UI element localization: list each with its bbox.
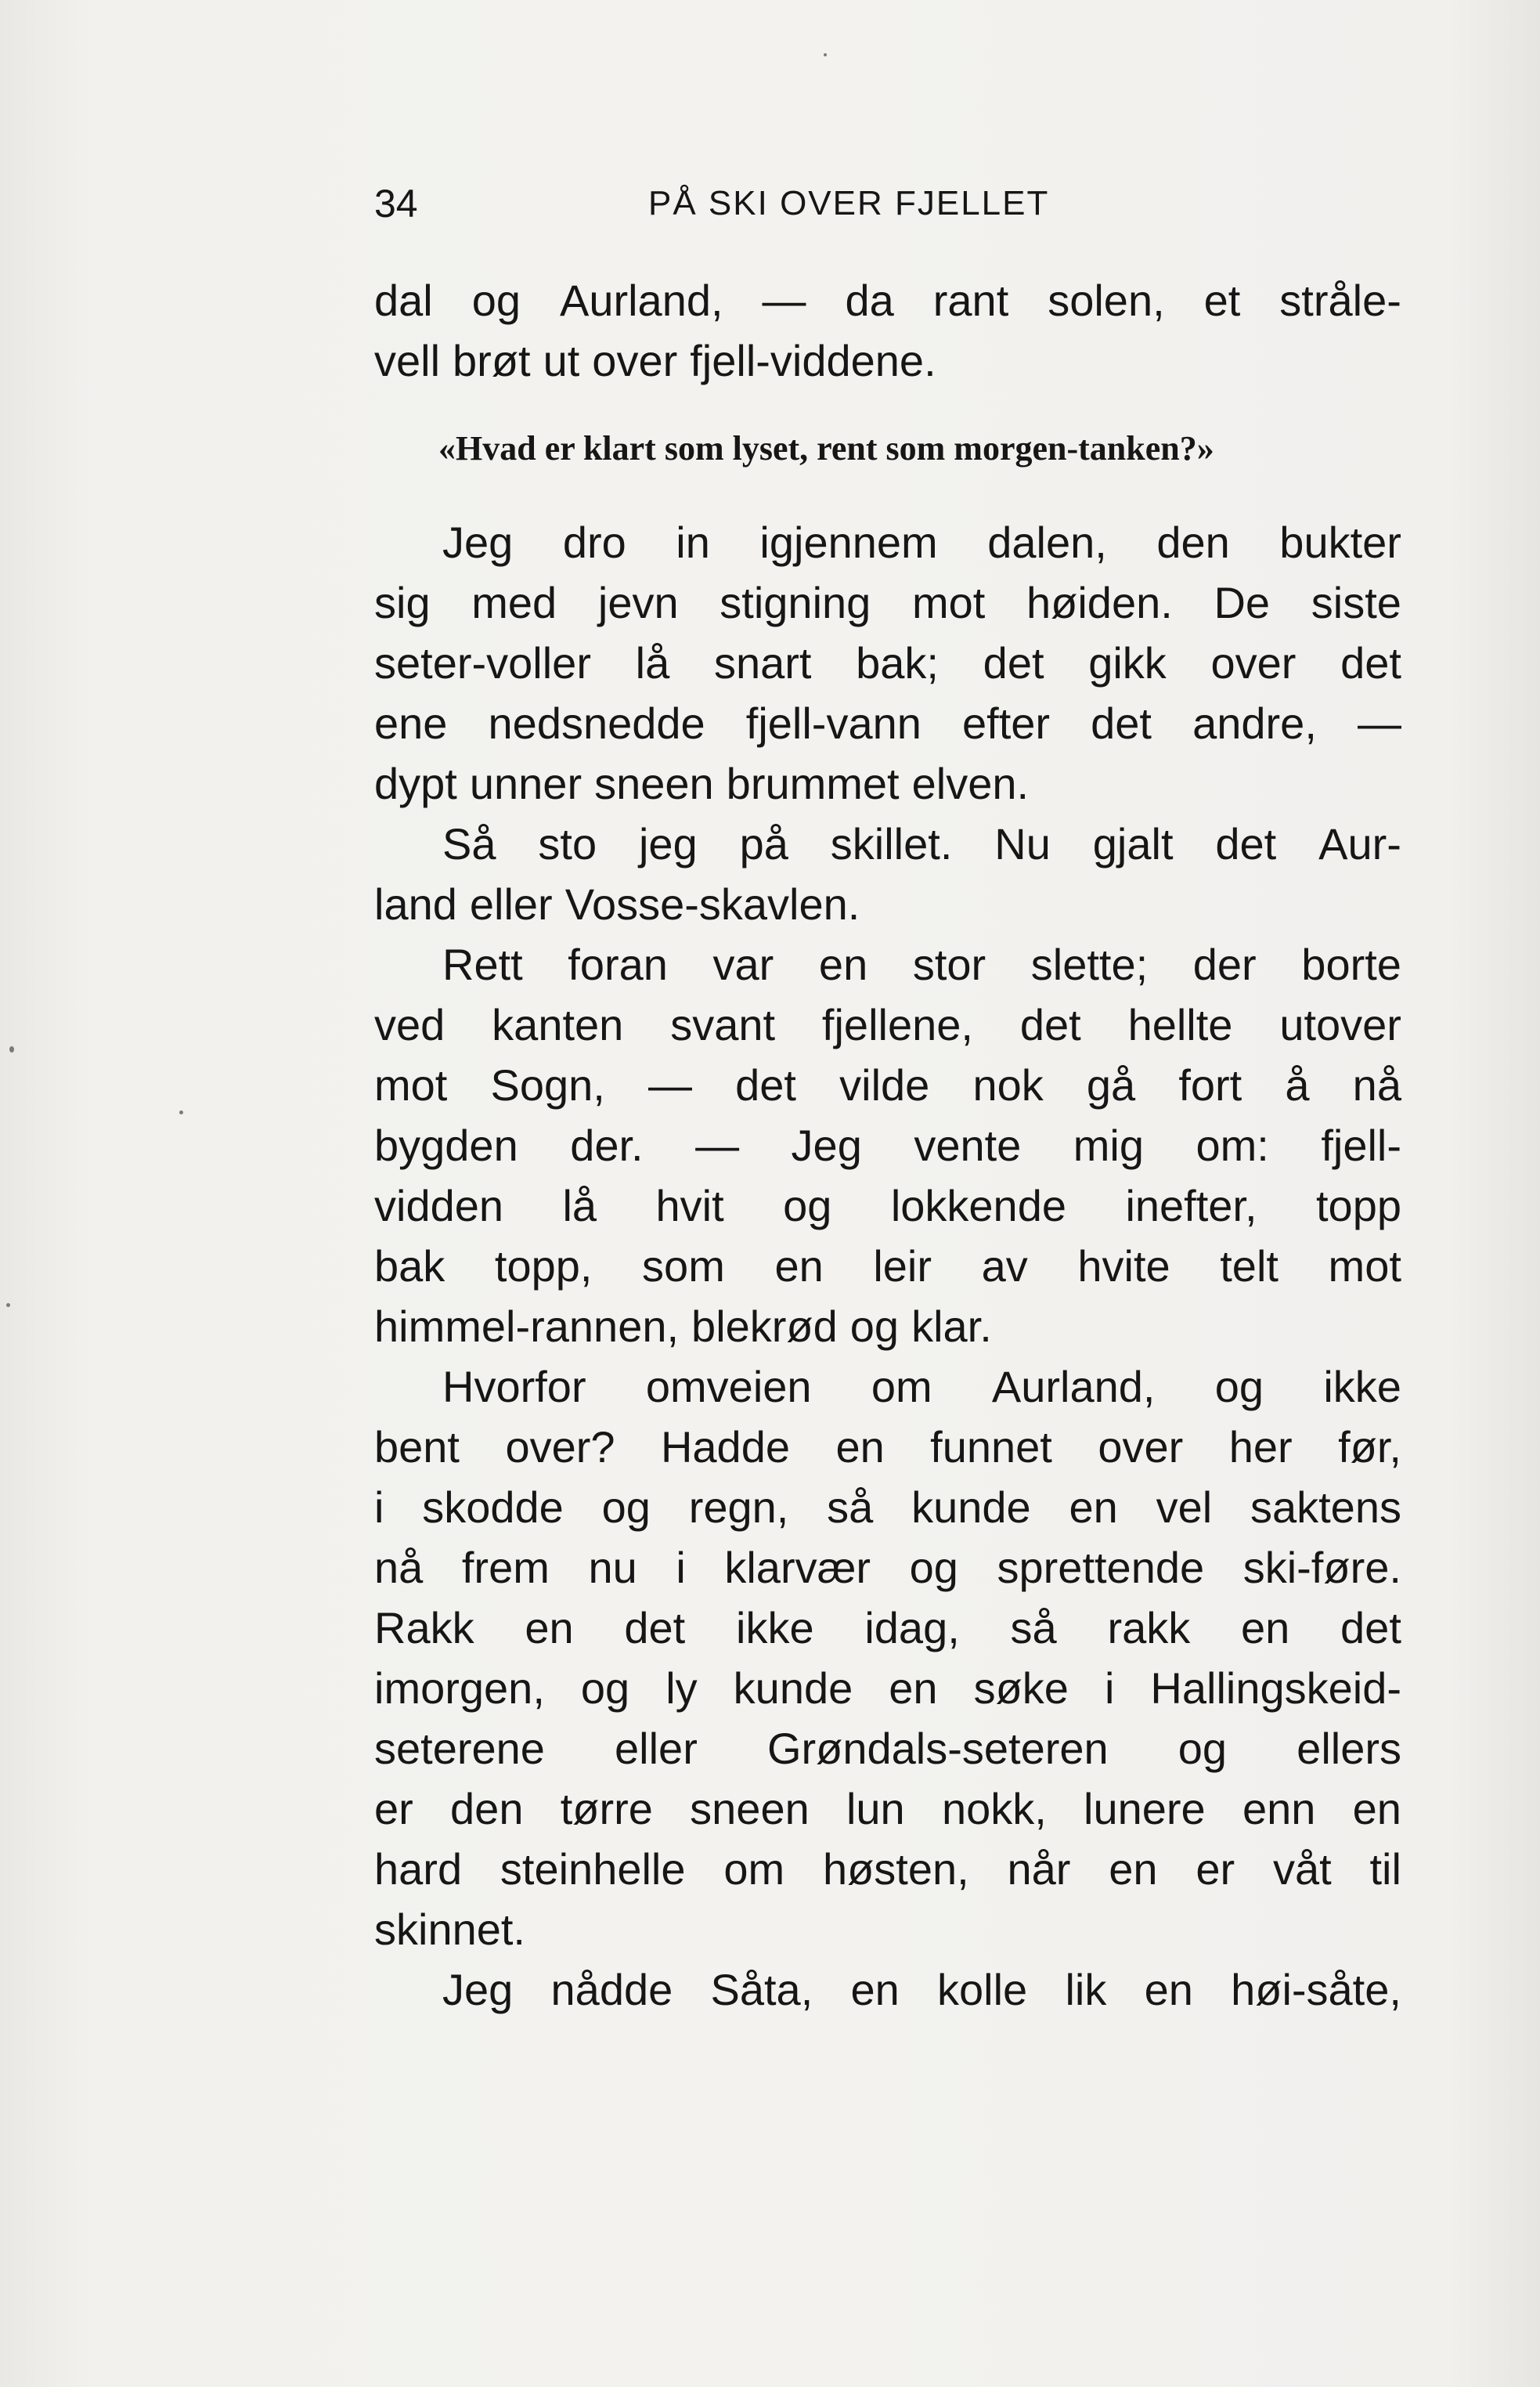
word: før, (1338, 1422, 1401, 1472)
text-line (374, 875, 1401, 934)
word: imorgen, (374, 1663, 545, 1713)
word: i (676, 1543, 686, 1592)
word: da (845, 276, 894, 325)
word: det (1215, 819, 1277, 868)
word: topp, (494, 1241, 593, 1291)
word: en (1109, 1844, 1158, 1894)
word: over? (505, 1422, 615, 1472)
text-line (442, 935, 1401, 995)
text-line (442, 513, 1401, 572)
word: sprettende (997, 1543, 1205, 1592)
word: seter-voller (374, 638, 591, 688)
word: fort (1178, 1060, 1242, 1110)
text-line (442, 1960, 1401, 2020)
word: og (909, 1543, 958, 1592)
word: en (525, 1603, 574, 1652)
word: stigning (720, 578, 871, 627)
word: om (723, 1844, 785, 1894)
word: Såta, (710, 1965, 813, 2014)
word: ellers (1297, 1724, 1401, 1773)
word: telt (1220, 1241, 1279, 1291)
word: så (1010, 1603, 1057, 1652)
word: lokkende (890, 1181, 1066, 1230)
word: mot (911, 578, 986, 627)
word: gikk (1088, 638, 1167, 688)
word: in (676, 518, 710, 567)
text-line (374, 1417, 1401, 1477)
word: skillet. (830, 819, 953, 868)
word: i (1104, 1663, 1115, 1713)
word: er (374, 1784, 413, 1833)
word: solen, (1048, 276, 1165, 325)
word: ved (374, 1000, 445, 1049)
word: rakk (1107, 1603, 1191, 1652)
word: steinhelle (500, 1844, 686, 1894)
word: over (592, 336, 678, 385)
text-line (374, 271, 1401, 330)
word: fjell-vann (745, 699, 921, 748)
word: og (1178, 1724, 1228, 1773)
text-line (374, 1116, 1401, 1175)
word: hvite (1077, 1241, 1170, 1291)
word: kunde (911, 1482, 1031, 1532)
word: var (712, 940, 774, 989)
word: dalen, (987, 518, 1107, 567)
word: dal (374, 276, 433, 325)
text-line (442, 1357, 1401, 1417)
text-line (374, 1659, 1401, 1718)
word: der. (570, 1121, 644, 1170)
word: sto (538, 819, 597, 868)
word: over (1210, 638, 1297, 688)
word: nokk, (941, 1784, 1047, 1833)
word: Så (442, 819, 496, 868)
word: bukter (1279, 518, 1401, 567)
word: slette; (1030, 940, 1149, 989)
word: lun (846, 1784, 905, 1833)
word: — (762, 276, 806, 325)
word: bent (374, 1422, 460, 1472)
word: over (1098, 1422, 1184, 1472)
word: et (1203, 276, 1241, 325)
text-line (442, 814, 1401, 874)
word: land (374, 879, 457, 929)
word: og (471, 276, 521, 325)
word: kunde (733, 1663, 853, 1713)
text-line (374, 1056, 1401, 1115)
word: nå (374, 1543, 424, 1592)
word: De (1214, 578, 1271, 627)
word: og (783, 1181, 832, 1230)
paper-speck (179, 1110, 183, 1114)
paper-speck (9, 1046, 14, 1053)
word: nedsnedde (488, 699, 705, 748)
word: i (374, 1482, 384, 1532)
word: mot (374, 1060, 448, 1110)
word: Hvorfor (442, 1362, 586, 1411)
word: Sogn, (490, 1060, 605, 1110)
word: enn (1242, 1784, 1316, 1833)
word: en (835, 1422, 885, 1472)
word: Hadde (660, 1422, 790, 1472)
word: utover (1279, 1000, 1401, 1049)
word: tørre (560, 1784, 653, 1833)
word: vilde (839, 1060, 930, 1110)
word: omveien (645, 1362, 812, 1411)
word: dypt (374, 759, 457, 808)
text-line (374, 1840, 1401, 1899)
word: ene (374, 699, 448, 748)
word: Aurland, (991, 1362, 1156, 1411)
word: sneen (690, 1784, 810, 1833)
word: nådde (550, 1965, 673, 2014)
word: en (850, 1965, 900, 2014)
text-line (374, 1297, 1401, 1356)
text-line (374, 1478, 1401, 1537)
word: og (601, 1482, 651, 1532)
word: frem (461, 1543, 550, 1592)
word: bak; (856, 638, 939, 688)
word: borte (1301, 940, 1401, 989)
page-header (374, 176, 1403, 231)
word: høsten, (822, 1844, 969, 1894)
text-line (374, 694, 1401, 753)
word: dro (562, 518, 626, 567)
word: ly (665, 1663, 698, 1713)
word: så (827, 1482, 874, 1532)
text-line (374, 1538, 1401, 1598)
word: skodde (422, 1482, 564, 1532)
word: Rakk (374, 1603, 474, 1652)
word: nu (588, 1543, 637, 1592)
word: om (871, 1362, 932, 1411)
word: saktens (1250, 1482, 1401, 1532)
word: leir (873, 1241, 932, 1291)
word: bak (374, 1241, 445, 1291)
word: vente (914, 1121, 1022, 1170)
word: Jeg (442, 1965, 514, 2014)
word: svant (670, 1000, 776, 1049)
word: — (695, 1121, 740, 1170)
text-line (374, 634, 1401, 693)
word: ikke (736, 1603, 814, 1652)
word: lik (1065, 1965, 1107, 2014)
word: det (735, 1060, 796, 1110)
text-line (374, 331, 1401, 391)
word: bygden (374, 1121, 518, 1170)
word: der (1192, 940, 1257, 989)
word: stråle- (1279, 276, 1401, 325)
word: Rett (442, 940, 523, 989)
word: her (1228, 1422, 1293, 1472)
word: det (624, 1603, 686, 1652)
text-line (374, 995, 1401, 1055)
word: en (889, 1663, 938, 1713)
text-line (374, 1900, 1401, 1959)
word: andre, (1192, 699, 1317, 748)
word: når (1007, 1844, 1071, 1894)
word: den (1156, 518, 1230, 567)
word: den (450, 1784, 524, 1833)
word: siste (1311, 578, 1401, 627)
word: en (818, 940, 868, 989)
word: funnet (930, 1422, 1052, 1472)
word: fjellene, (821, 1000, 973, 1049)
word: gjalt (1092, 819, 1174, 868)
word: lå (635, 638, 670, 688)
word: og (1214, 1362, 1264, 1411)
word: nå (1352, 1060, 1401, 1110)
word: det (1340, 1603, 1401, 1652)
word: topp (1315, 1181, 1401, 1230)
word: vell (374, 336, 441, 385)
word: sneen (594, 759, 714, 808)
word: efter (961, 699, 1051, 748)
word: Nu (994, 819, 1051, 868)
word: og (580, 1663, 630, 1713)
word: nok (972, 1060, 1044, 1110)
word: eller (469, 879, 553, 929)
word: kolle (937, 1965, 1028, 2014)
word: foran (568, 940, 668, 989)
text-line (374, 1237, 1401, 1296)
word: hvit (655, 1181, 724, 1230)
word: jevn (597, 578, 679, 627)
word: stor (912, 940, 986, 989)
word: skinnet. (374, 1905, 525, 1954)
word: som (642, 1241, 725, 1291)
word: igjennem (759, 518, 938, 567)
word: lå (562, 1181, 597, 1230)
word: en (1352, 1784, 1401, 1833)
paper-speck (824, 53, 827, 56)
text-line (374, 754, 1401, 814)
word: idag, (864, 1603, 960, 1652)
word: mig (1073, 1121, 1145, 1170)
word: det (1019, 1000, 1081, 1049)
word: kanten (492, 1000, 624, 1049)
word: fjell- (1321, 1121, 1401, 1170)
word: rant (932, 276, 1009, 325)
word: ikke (1323, 1362, 1401, 1411)
word: eller (615, 1724, 698, 1773)
word: — (647, 1060, 692, 1110)
word: hard (374, 1844, 463, 1894)
word: brøt (453, 336, 531, 385)
text-line (374, 1598, 1401, 1658)
word: sig (374, 578, 431, 627)
word: gå (1086, 1060, 1136, 1110)
word: av (981, 1241, 1028, 1291)
text-line (374, 1176, 1401, 1236)
word: fjell-viddene. (690, 336, 936, 385)
paper-speck (6, 1303, 10, 1307)
word: unner (469, 759, 582, 808)
word: ski-føre. (1242, 1543, 1401, 1592)
quotation: «Hvad er klart som lyset, rent som morgen-tanken?» (438, 429, 1214, 468)
word: en (1144, 1965, 1193, 2014)
word: høi-såte, (1231, 1965, 1401, 2014)
word: en (1069, 1482, 1118, 1532)
word: til (1369, 1844, 1401, 1894)
word: Grøndals-seteren (766, 1724, 1109, 1773)
word: Jeg (442, 518, 514, 567)
word: en (774, 1241, 824, 1291)
word: Vosse-skavlen. (564, 879, 860, 929)
word: snart (713, 638, 812, 688)
word: søke (973, 1663, 1069, 1713)
word: brummet (726, 759, 900, 808)
word: Aur- (1318, 819, 1401, 868)
word: inefter, (1125, 1181, 1257, 1230)
word: på (739, 819, 788, 868)
word: ut (543, 336, 580, 385)
word: om: (1196, 1121, 1269, 1170)
word: det (1091, 699, 1152, 748)
word: regn, (688, 1482, 789, 1532)
word: klar. (911, 1302, 992, 1351)
word: klarvær (724, 1543, 871, 1592)
word: hellte (1127, 1000, 1233, 1049)
word: det (983, 638, 1044, 688)
word: mot (1328, 1241, 1401, 1291)
word: vidden (374, 1181, 504, 1230)
text-line (374, 1779, 1401, 1839)
word: Hallingskeid- (1150, 1663, 1401, 1713)
word: og (849, 1302, 900, 1351)
word: å (1285, 1060, 1310, 1110)
text-line (374, 1719, 1401, 1779)
word: jeg (638, 819, 698, 868)
word: — (1357, 699, 1401, 748)
word: Jeg (791, 1121, 862, 1170)
word: høiden. (1026, 578, 1173, 627)
word: en (1240, 1603, 1290, 1652)
word: det (1340, 638, 1401, 688)
word: himmel-rannen, (374, 1302, 680, 1351)
text-line (374, 573, 1401, 633)
running-head: PÅ SKI OVER FJELLET (648, 184, 1050, 222)
word: elven. (911, 759, 1030, 808)
word: Aurland, (559, 276, 723, 325)
word: seterene (374, 1724, 545, 1773)
word: med (471, 578, 557, 627)
word: våt (1272, 1844, 1332, 1894)
word: vel (1156, 1482, 1213, 1532)
word: er (1196, 1844, 1235, 1894)
word: blekrød (691, 1302, 838, 1351)
word: lunere (1084, 1784, 1206, 1833)
page-number: 34 (374, 182, 418, 226)
